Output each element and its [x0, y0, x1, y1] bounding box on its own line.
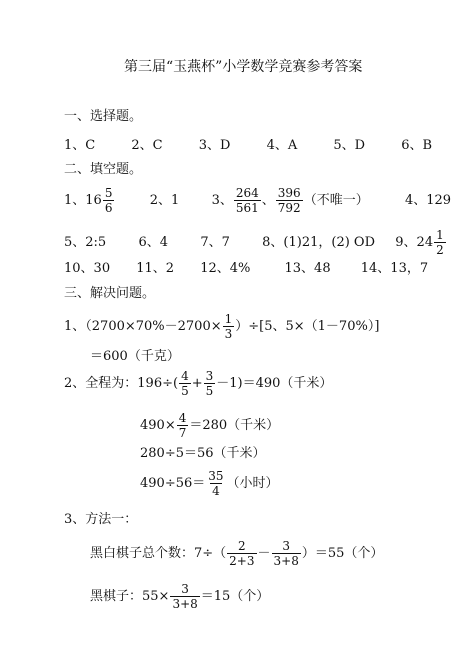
- problem-1-result: ＝600（千克）: [90, 349, 180, 364]
- fill-1-denominator: 6: [104, 201, 113, 215]
- fill-5: 5、2:5: [64, 235, 107, 250]
- problem-2-l4-fraction: [206, 469, 225, 498]
- fill-3a-denominator: 561: [235, 201, 259, 215]
- problem-3-heading: 3、方法一：: [64, 512, 138, 527]
- fill-8: 8、(1)21，(2) OD: [262, 235, 375, 250]
- section-heading-choice: 一、选择题。: [64, 109, 143, 124]
- fill-6: 6、4: [138, 235, 169, 250]
- fill-3b-numerator: 396: [277, 186, 301, 200]
- answer-5: 5、D: [333, 138, 366, 153]
- fill-3-separator: 、: [261, 193, 275, 208]
- problem-3-l2-numerator: 3: [181, 582, 189, 596]
- problem-2-l2-post: ＝280（千米）: [189, 418, 280, 433]
- answer-1: 1、C: [64, 138, 96, 153]
- problem-2-fraction-a: [179, 369, 191, 398]
- fill-2: 2、1: [149, 193, 180, 208]
- section-heading-solve: 三、解决问题。: [64, 286, 156, 301]
- problem-2-l4-numerator: 35: [208, 469, 224, 483]
- problem-1-numerator: 1: [224, 312, 233, 326]
- problem-2a-denominator: 5: [181, 384, 189, 398]
- fill-12: 12、4%: [200, 261, 251, 276]
- fill-9-denominator: 2: [436, 243, 444, 257]
- fill-3-fraction-b: [276, 186, 303, 215]
- problem-3-l1b-denominator: 3+8: [273, 554, 299, 568]
- problem-2-line-2: [140, 411, 279, 441]
- fill-4: 4、129: [404, 193, 452, 208]
- fill-3-fraction-a: [234, 186, 261, 215]
- fill-14: 14、13，7: [360, 261, 429, 276]
- fill-1-label: 1、16: [64, 193, 102, 208]
- problem-3-l2-fraction: [170, 582, 199, 611]
- problem-2-pre: 2、全程为：196÷(: [64, 376, 179, 391]
- problem-3-line-1: [90, 538, 383, 570]
- problem-3-l1a-numerator: 2: [238, 539, 246, 553]
- problem-3-l2-pre: 黑棋子：55×: [90, 589, 170, 604]
- answer-2: 2、C: [131, 138, 163, 153]
- answer-4: 4、A: [266, 138, 298, 153]
- fill-7: 7、7: [200, 235, 230, 250]
- fill-1-numerator: 5: [104, 186, 113, 200]
- fill-9-label: 9、24: [395, 235, 434, 250]
- problem-2a-numerator: 4: [181, 369, 189, 383]
- fill-3-note: （不唯一）: [303, 193, 369, 208]
- problem-3-line-2: [90, 581, 269, 613]
- problem-2-line-3: 280÷5＝56（千米）: [140, 446, 266, 461]
- section-heading-fill: 二、填空题。: [64, 162, 143, 177]
- problem-3-l1-fraction-a: [227, 539, 256, 568]
- problem-2-l4-denominator: 4: [212, 484, 220, 498]
- fill-9-numerator: 1: [436, 228, 444, 242]
- problem-2-line-4: [140, 469, 279, 499]
- fill-3-label: 3、: [211, 193, 233, 208]
- fill-11: 11、2: [136, 261, 175, 276]
- problem-2b-numerator: 3: [205, 369, 214, 383]
- problem-3-l1a-denominator: 2+3: [229, 554, 255, 568]
- fill-answers-row-2: [64, 228, 447, 258]
- fill-3a-numerator: 264: [235, 186, 259, 200]
- fill-answers-row-3: [64, 261, 428, 277]
- problem-1-pre: 1、（2700×70%－2700×: [64, 319, 222, 334]
- fill-answers-row-1: [64, 186, 451, 216]
- problem-3-l1b-numerator: 3: [282, 539, 290, 553]
- fill-13: 13、48: [284, 261, 331, 276]
- problem-1-line-1: [64, 312, 379, 342]
- problem-2-l2-pre: 490×: [140, 418, 176, 433]
- problem-2-l2-denominator: 7: [178, 426, 187, 440]
- problem-3-l2-post: ＝15（个）: [200, 589, 270, 604]
- problem-3-l1-fraction-b: [272, 539, 301, 568]
- problem-1-post: ）÷[5、5×（1－70%）]: [235, 319, 380, 334]
- problem-3-l2-denominator: 3+8: [172, 597, 198, 611]
- problem-1-denominator: 3: [224, 327, 233, 341]
- fill-3b-denominator: 792: [277, 201, 301, 215]
- problem-2-post: －1)＝490（千米）: [216, 376, 333, 391]
- fill-9-fraction: [434, 228, 446, 257]
- problem-2-l4-pre: 490÷56＝: [140, 476, 206, 491]
- page-title: 第三届“玉燕杯”小学数学竞赛参考答案: [124, 59, 363, 75]
- fill-1-fraction: [103, 186, 115, 215]
- answer-3: 3、D: [198, 138, 231, 153]
- problem-3-l1-pre: 黑白棋子总个数：7÷（: [90, 546, 227, 561]
- problem-2-line-1: [64, 369, 332, 399]
- problem-3-l1-post: ）＝55（个）: [301, 546, 384, 561]
- problem-2-plus: +: [191, 376, 203, 391]
- problem-1-fraction: [223, 312, 235, 341]
- problem-2-l4-post: （小时）: [226, 476, 279, 491]
- problem-3-l1-minus: －: [257, 546, 271, 561]
- choice-answers-row: [64, 138, 432, 154]
- problem-2-fraction-b: [204, 369, 216, 398]
- answer-6: 6、B: [401, 138, 433, 153]
- problem-2-l2-numerator: 4: [178, 411, 187, 425]
- problem-2b-denominator: 5: [205, 384, 214, 398]
- problem-2-l2-fraction: [177, 411, 189, 440]
- fill-10: 10、30: [64, 261, 111, 276]
